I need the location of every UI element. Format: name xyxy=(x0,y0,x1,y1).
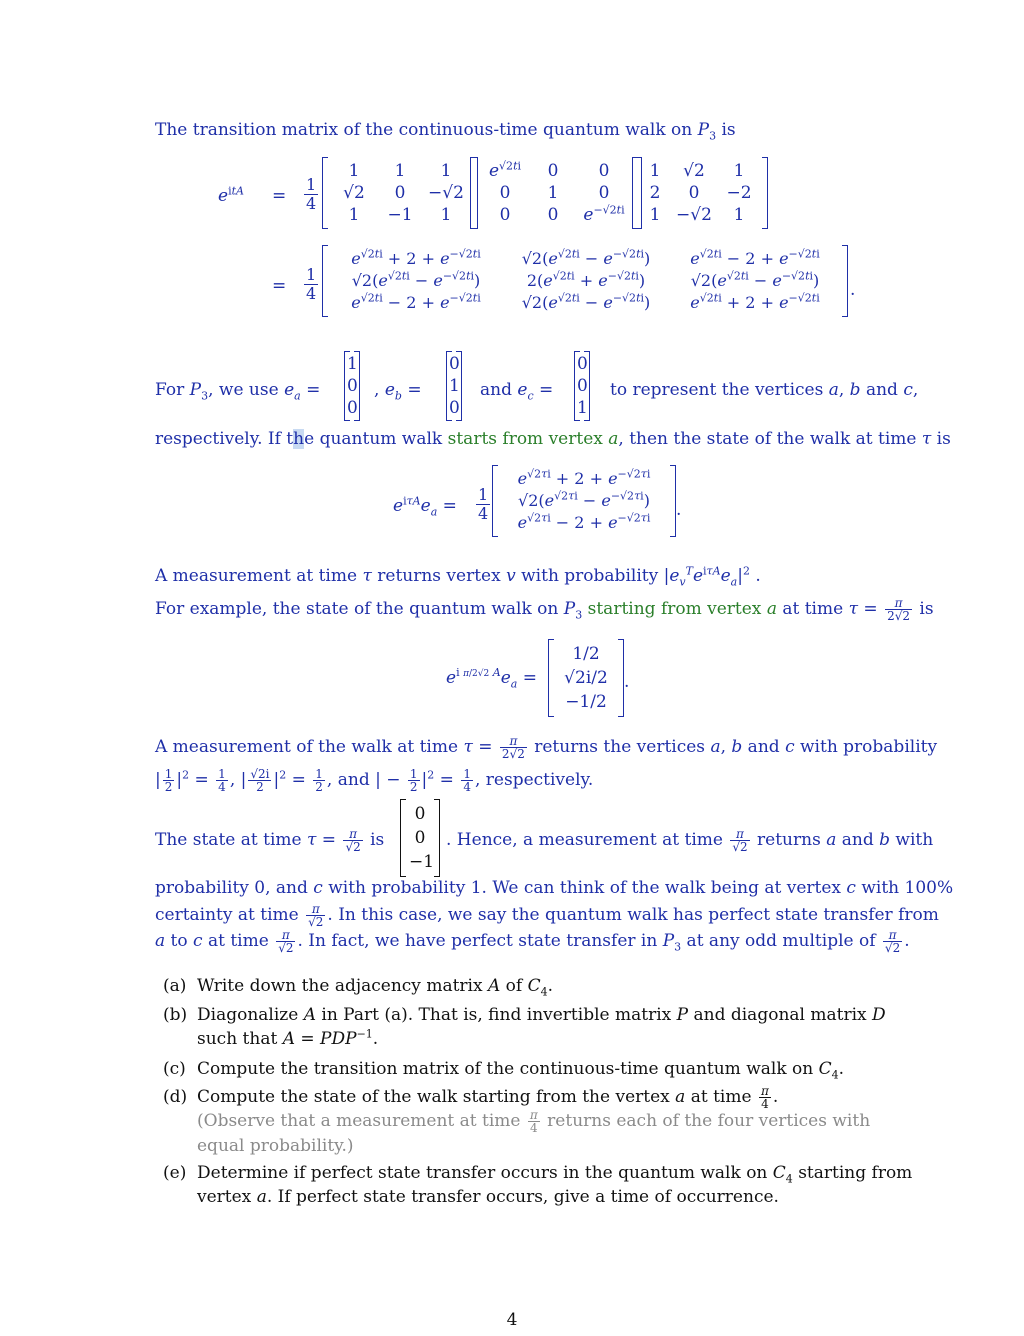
matrix-eigvec-left: 1 1 1 √2 0 −√2 1 −1 1 xyxy=(322,158,478,228)
vector-state-tau: $e^{√2\tau i} + 2 + e^{-√2\tau i}$ $√2(e^{√2\tau i} - e^{-√2\tau i})$ $e^{√2\tau i} - 2 + e^{-√2\tau i}$ xyxy=(492,466,676,536)
vector-eb: 0 1 0 xyxy=(446,352,462,420)
vector-state-pst: 0 0 −1 xyxy=(400,800,440,876)
vector-ea: 1 0 0 xyxy=(344,352,360,420)
eq2-equals: = xyxy=(272,276,287,296)
eq3-lhs: $e^{i\tau A}e_a$ = xyxy=(393,494,457,519)
vertices-text-1: For $P_3$, we use $e_a$ = xyxy=(155,380,321,403)
eq3-period: . xyxy=(676,500,682,520)
eq1-equals: = xyxy=(272,186,287,206)
eq2-period: . xyxy=(850,280,856,300)
hence-line: . Hence, a measurement at time $\frac{\pi}{√2}$ returns a and b with xyxy=(446,827,934,854)
example-line: For example, the state of the quantum walk on $P_3$ starting from vertex a at time τ = $\frac{\pi}{2√2}$ is xyxy=(155,596,934,623)
eq4-lhs: $e^{i \pi/2√2 A}e_a$ = xyxy=(446,666,537,691)
vector-ec: 0 0 1 xyxy=(574,352,590,420)
matrix-transition-p3: $e^{√2ti} + 2 + e^{-√2ti}$ $√2(e^{√2ti} - e^{-√2ti})$ $e^{√2ti} - 2 + e^{-√2ti}$ $√2(e^{√2ti} - e^{-√2ti})$ $2(e^{√2ti} + e^{-√2ti})$ $√2(e^{√2ti} - e^{-√2ti})$ $e^{√2ti} - 2 + e^{-√2ti}$ $√2(e^{√2ti} - e^{-√2ti})$ $e^{√2ti} + 2 + e^{-√2ti}$ xyxy=(322,246,848,316)
eq1-lhs: $e^{itA}$ xyxy=(218,184,244,206)
eq4-period: . xyxy=(624,672,630,692)
vertices-text-3: respectively. If the quantum walk starts from vertex a, then the state of the walk at time τ is xyxy=(155,429,951,449)
measurement-line: A measurement at time τ returns vertex v with probability $|e_v^Te^{i\tau A}e_a|^2$ . xyxy=(155,564,761,589)
matrix-eigvec-right: 1 √2 1 2 0 −2 1 −√2 1 xyxy=(632,158,768,228)
vector-state-example: 1/2 √2i/2 −1/2 xyxy=(548,640,624,716)
eq3-quarter: $\frac{1}{4}$ xyxy=(478,485,489,523)
measure-prob-line-1: A measurement of the walk at time τ = $\frac{\pi}{2√2}$ returns the vertices a, b and c with probability xyxy=(155,734,938,761)
pst-line-1: probability 0, and c with probability 1. We can think of the walk being at vertex c with 100% xyxy=(155,878,954,898)
eq1-quarter: $\frac{1}{4}$ xyxy=(306,175,317,213)
page-number: 4 xyxy=(506,1310,518,1330)
intro-text: The transition matrix of the continuous-time quantum walk on $P_3$ is xyxy=(155,120,736,143)
state-at-line: The state at time τ = $\frac{\pi}{√2}$ is xyxy=(155,827,385,854)
vertices-text-2: to represent the vertices a, b and c, xyxy=(610,380,919,400)
pst-line-3: a to c at time $\frac{\pi}{√2}$ . In fact, we have perfect state transfer in $P_3$ at any odd multiple of $\frac{\pi}{√2}$ . xyxy=(155,928,910,955)
measure-prob-line-2: | $\frac{1}{2}$ $|^2$ = $\frac{1}{4}$ , | $\frac{√2i}{2}$ $|^2$ = $\frac{1}{2}$ , and | − $\frac{1}{2}$ $|^2$ = $\frac{1}{4}$ , respectively. xyxy=(155,767,594,794)
matrix-diag-exp: $e^{√2ti}$ 0 0 0 1 0 0 0 $e^{-√2ti}$ xyxy=(470,158,642,228)
vertices-text-eb: , $e_b$ = xyxy=(374,380,422,403)
vertices-text-ec: and $e_c$ = xyxy=(480,380,554,403)
pst-line-2: certainty at time $\frac{\pi}{√2}$ . In this case, we say the quantum walk has perfect state transfer from xyxy=(155,902,939,929)
eq2-quarter: $\frac{1}{4}$ xyxy=(306,265,317,303)
